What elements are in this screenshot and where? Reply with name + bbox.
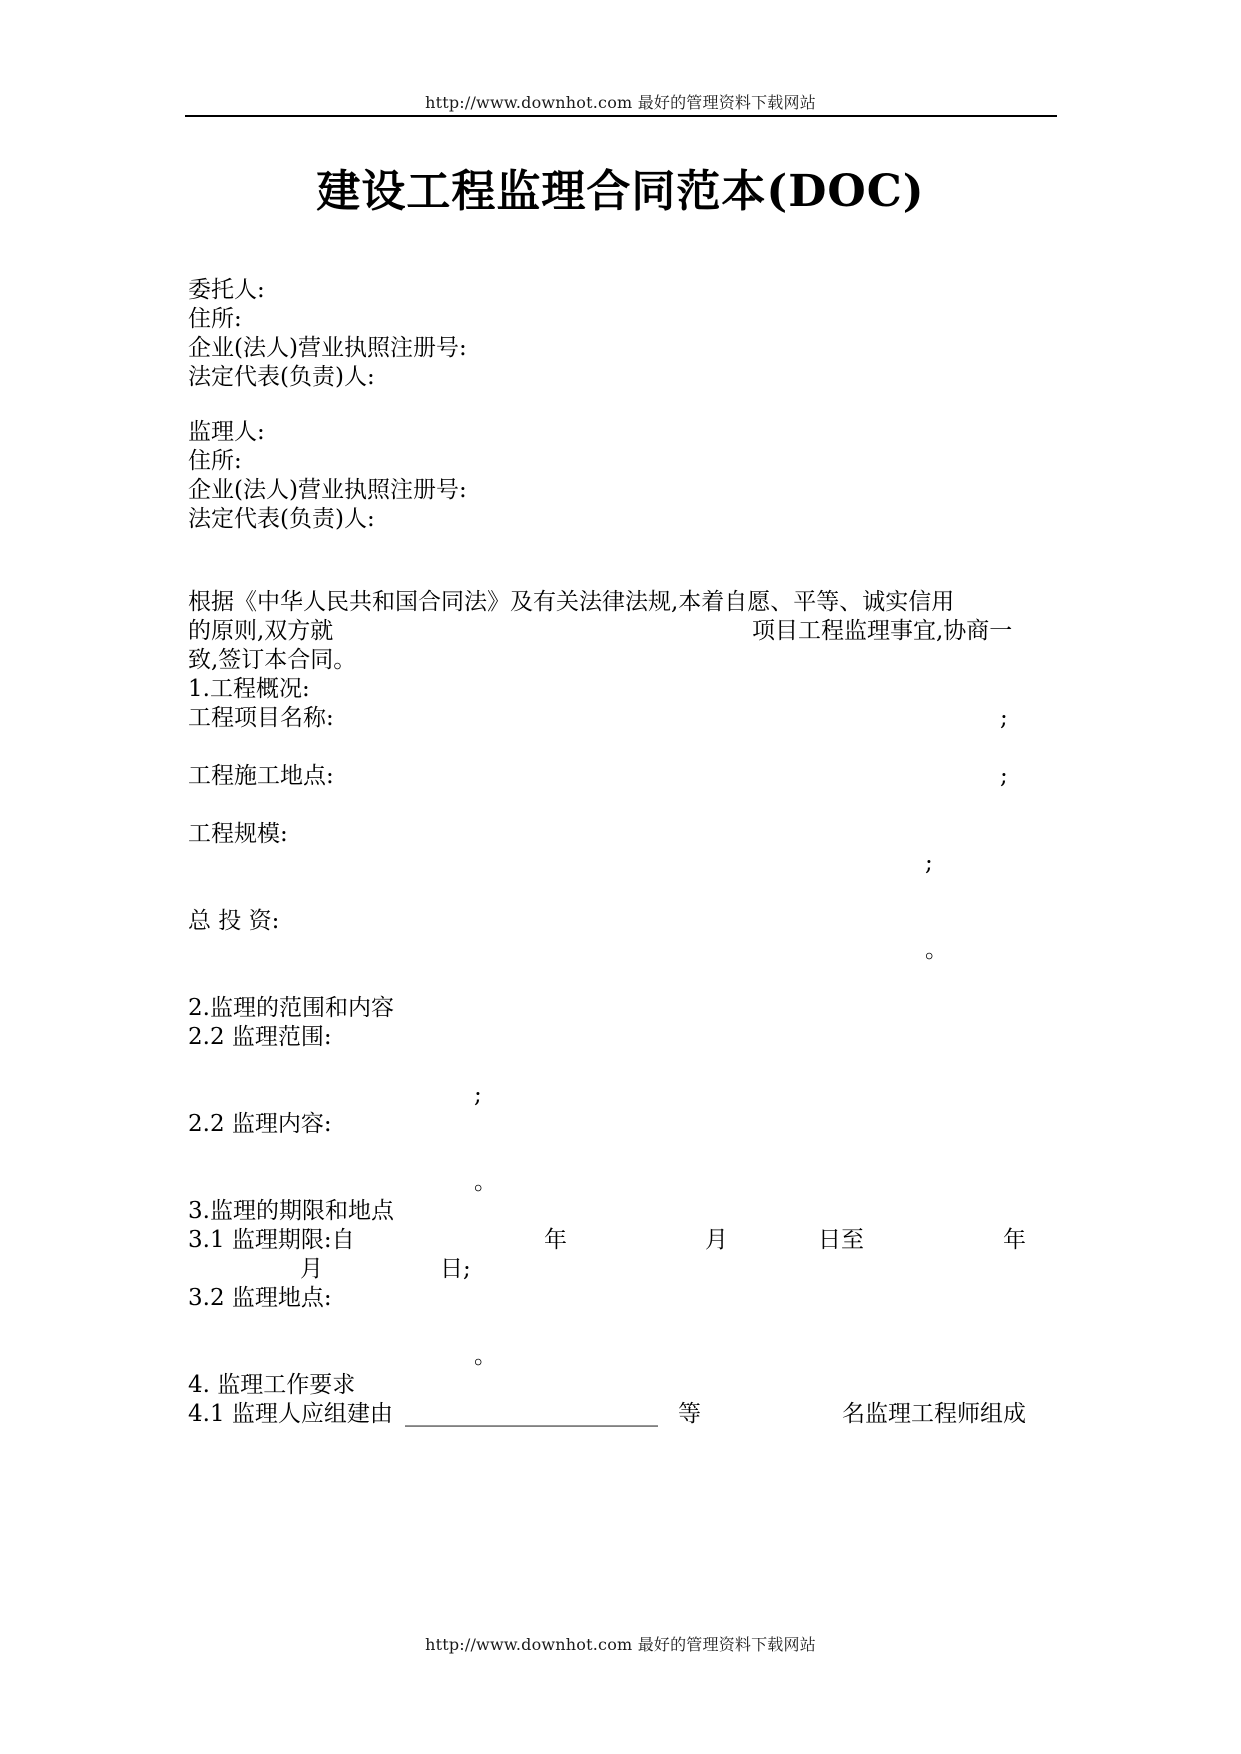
supervisor-license-label: 企业(法人)营业执照注册号:: [188, 477, 467, 503]
client-license-label: 企业(法人)营业执照注册号:: [188, 335, 467, 361]
item41-blank: ______________________: [405, 1401, 658, 1427]
project-location-label: 工程施工地点:: [188, 763, 334, 789]
place-label: 3.2 监理地点:: [188, 1285, 332, 1311]
preamble-line-2a: 的原则,双方就: [188, 618, 334, 644]
project-name-semicolon: ;: [1000, 705, 1008, 731]
scope-semicolon: ;: [474, 1082, 482, 1108]
section2-heading: 2.监理的范围和内容: [188, 995, 394, 1021]
page-header: http://www.downhot.com 最好的管理资料下载网站: [425, 93, 816, 112]
term-end-day: 日;: [440, 1256, 471, 1282]
item41-suffix: 名监理工程师组成: [842, 1401, 1026, 1427]
scope-label: 2.2 监理范围:: [188, 1024, 332, 1050]
document-title: 建设工程监理合同范本(DOC): [316, 166, 925, 217]
place-period: 。: [474, 1343, 497, 1369]
project-scale-semicolon: ;: [925, 850, 933, 876]
header-rule: [185, 115, 1057, 117]
client-rep-label: 法定代表(负责)人:: [188, 364, 375, 390]
preamble-line-2b: 项目工程监理事宜,协商一: [752, 618, 1013, 644]
supervisor-address-label: 住所:: [188, 448, 242, 474]
section3-heading: 3.监理的期限和地点: [188, 1198, 394, 1224]
supervisor-rep-label: 法定代表(负责)人:: [188, 506, 375, 532]
client-address-label: 住所:: [188, 306, 242, 332]
preamble-line-1: 根据《中华人民共和国合同法》及有关法律法规,本着自愿、平等、诚实信用: [188, 589, 955, 615]
item41-prefix: 4.1 监理人应组建由: [188, 1401, 393, 1427]
term-end-year: 年: [1003, 1227, 1026, 1253]
term-start-month: 月: [705, 1227, 728, 1253]
term-end-month: 月: [300, 1256, 323, 1282]
term-start-year: 年: [544, 1227, 567, 1253]
project-name-label: 工程项目名称:: [188, 705, 334, 731]
content-label: 2.2 监理内容:: [188, 1111, 332, 1137]
item41-mid: 等: [678, 1401, 701, 1427]
client-name-label: 委托人:: [188, 277, 265, 303]
term-prefix: 3.1 监理期限:自: [188, 1227, 355, 1253]
section4-heading: 4. 监理工作要求: [188, 1372, 356, 1398]
section1-heading: 1.工程概况:: [188, 676, 310, 702]
supervisor-name-label: 监理人:: [188, 419, 265, 445]
content-period: 。: [474, 1169, 497, 1195]
project-location-semicolon: ;: [1000, 763, 1008, 789]
project-scale-label: 工程规模:: [188, 821, 288, 847]
investment-label: 总 投 资:: [188, 908, 280, 934]
term-start-day-to: 日至: [818, 1227, 864, 1253]
investment-period: 。: [925, 937, 948, 963]
page-footer: http://www.downhot.com 最好的管理资料下载网站: [425, 1635, 816, 1654]
preamble-line-3: 致,签订本合同。: [188, 647, 357, 673]
